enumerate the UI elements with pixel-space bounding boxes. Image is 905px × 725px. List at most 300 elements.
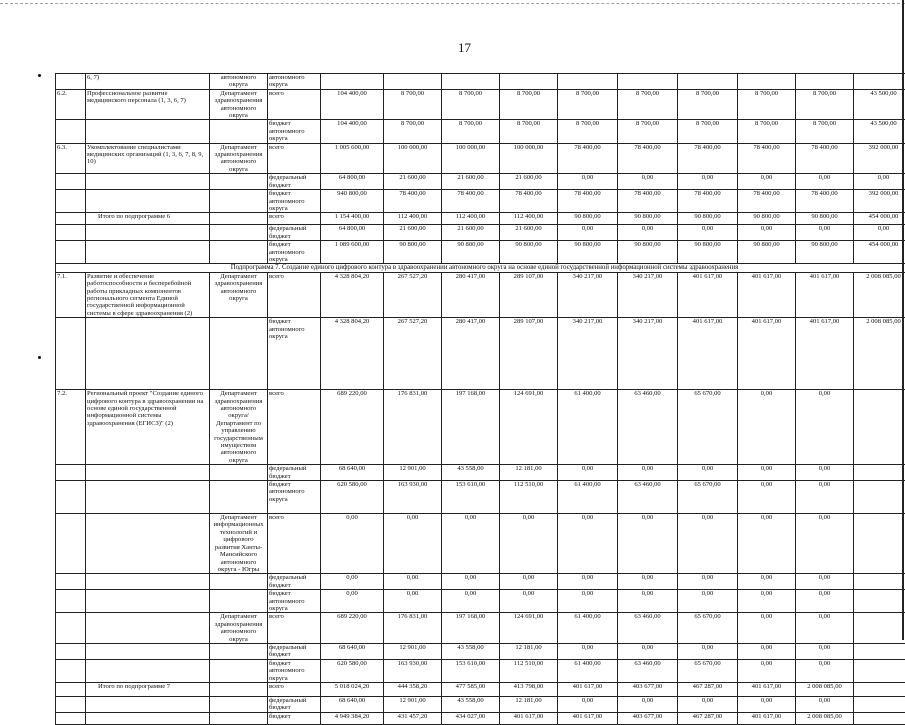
year-2026: 401 617,00 bbox=[796, 318, 854, 390]
year-2019: 12 901,00 bbox=[384, 465, 442, 481]
year-2023: 340 217,00 bbox=[618, 318, 678, 390]
years-2026-2030: 43 500,00 bbox=[854, 89, 905, 120]
year-2019: 163 930,00 bbox=[384, 659, 442, 682]
year-2020: 197 168,00 bbox=[442, 613, 500, 644]
year-2020: 100 000,00 bbox=[442, 143, 500, 174]
year-2021: 289 107,00 bbox=[500, 272, 558, 317]
total-cell: 104 400,00 bbox=[321, 89, 384, 120]
event-cell bbox=[86, 643, 210, 659]
year-2019: 100 000,00 bbox=[384, 143, 442, 174]
table-row bbox=[56, 89, 905, 120]
year-2026: 0,00 bbox=[796, 590, 854, 613]
year-2022: 78 400,00 bbox=[558, 190, 618, 213]
executor-cell bbox=[210, 120, 268, 143]
total-row bbox=[56, 697, 905, 713]
year-2022: 0,00 bbox=[558, 465, 618, 481]
year-2020: 197 168,00 bbox=[442, 390, 500, 465]
event-cell: Профессиональное развитие медицинского персонала (1, 3, 6, 7) bbox=[86, 89, 210, 120]
year-2022: 0,00 bbox=[558, 174, 618, 190]
event-cell: Итого по подпрограмме 7 bbox=[86, 683, 210, 697]
row-num bbox=[56, 712, 86, 724]
year-2022: 0,00 bbox=[558, 643, 618, 659]
total-cell: 4 328 804,20 bbox=[321, 318, 384, 390]
year-2023: 0,00 bbox=[618, 465, 678, 481]
year-2025: 0,00 bbox=[738, 465, 796, 481]
year-2022: 340 217,00 bbox=[558, 272, 618, 317]
year-2024: 65 670,00 bbox=[678, 481, 738, 514]
total-cell: 64 800,00 bbox=[321, 174, 384, 190]
executor-cell: автономного округа bbox=[210, 74, 268, 90]
year-2021: 289 107,00 bbox=[500, 318, 558, 390]
source-cell: бюджет автономного округа bbox=[268, 190, 321, 213]
total-cell: 4 328 804,20 bbox=[321, 272, 384, 317]
row-num: 7.1. bbox=[56, 272, 86, 317]
year-2022: 401 617,00 bbox=[558, 683, 618, 697]
year-2024: 90 800,00 bbox=[678, 241, 738, 264]
year-2021: 8 700,00 bbox=[500, 89, 558, 120]
year-2023: 8 700,00 bbox=[618, 120, 678, 143]
year-2019: 0,00 bbox=[384, 514, 442, 574]
year-2020: 434 027,00 bbox=[442, 712, 500, 724]
row-num bbox=[56, 318, 86, 390]
budget-table bbox=[55, 73, 905, 725]
event-cell: Итого по подпрограмме 6 bbox=[86, 213, 210, 225]
row-num bbox=[56, 241, 86, 264]
year-2019: 12 901,00 bbox=[384, 643, 442, 659]
event-cell bbox=[86, 481, 210, 514]
year-2023: 403 677,00 bbox=[618, 712, 678, 724]
year-2022: 61 400,00 bbox=[558, 390, 618, 465]
years-2026-2030 bbox=[854, 590, 905, 613]
year-2022: 90 800,00 bbox=[558, 241, 618, 264]
year-2025: 401 617,00 bbox=[738, 712, 796, 724]
year-2023: 0,00 bbox=[618, 697, 678, 713]
event-cell bbox=[86, 120, 210, 143]
year-2025: 0,00 bbox=[738, 481, 796, 514]
year-2023: 78 400,00 bbox=[618, 143, 678, 174]
row-num bbox=[56, 697, 86, 713]
table-row bbox=[56, 120, 905, 143]
executor-cell bbox=[210, 465, 268, 481]
total-row bbox=[56, 712, 905, 724]
year-2025: 0,00 bbox=[738, 659, 796, 682]
row-num bbox=[56, 574, 86, 590]
year-2025: 401 617,00 bbox=[738, 318, 796, 390]
year-2025: 8 700,00 bbox=[738, 120, 796, 143]
total-cell: 68 640,00 bbox=[321, 697, 384, 713]
total-cell: 940 800,00 bbox=[321, 190, 384, 213]
table-row bbox=[56, 613, 905, 644]
year-2022: 61 400,00 bbox=[558, 613, 618, 644]
year-2019: 8 700,00 bbox=[384, 89, 442, 120]
year-2020: 477 585,00 bbox=[442, 683, 500, 697]
year-2026: 8 700,00 bbox=[796, 89, 854, 120]
year-2020: 21 600,00 bbox=[442, 174, 500, 190]
year-2026: 78 400,00 bbox=[796, 143, 854, 174]
year-2021: 12 181,00 bbox=[500, 465, 558, 481]
total-row bbox=[56, 213, 905, 225]
year-2022: 340 217,00 bbox=[558, 318, 618, 390]
executor-cell bbox=[210, 225, 268, 241]
event-cell: Развитие и обеспечение работоспособности и бесперебойной работы прикладных компонентов регионального сегмента Единой государственной информационной системы в сфере здравоохранения (2) bbox=[86, 272, 210, 317]
year-2019: 163 930,00 bbox=[384, 481, 442, 514]
scan-artifact-line bbox=[0, 3, 905, 4]
year-2021: 0,00 bbox=[500, 574, 558, 590]
year-2025: 0,00 bbox=[738, 613, 796, 644]
row-num bbox=[56, 683, 86, 697]
year-2019: 8 700,00 bbox=[384, 120, 442, 143]
executor-cell bbox=[210, 318, 268, 390]
year-2020: 90 800,00 bbox=[442, 241, 500, 264]
year-2026: 0,00 bbox=[796, 390, 854, 465]
year-2022: 0,00 bbox=[558, 697, 618, 713]
year-2024: 467 287,00 bbox=[678, 712, 738, 724]
year-2023: 78 400,00 bbox=[618, 190, 678, 213]
year-2023: 0,00 bbox=[618, 514, 678, 574]
table-row bbox=[56, 465, 905, 481]
year-2019: 176 831,00 bbox=[384, 613, 442, 644]
year-2023: 403 677,00 bbox=[618, 683, 678, 697]
executor-cell bbox=[210, 697, 268, 713]
row-num bbox=[56, 190, 86, 213]
years-2026-2030: 0,00 bbox=[854, 174, 905, 190]
year-2025: 0,00 bbox=[738, 697, 796, 713]
table-row bbox=[56, 190, 905, 213]
total-cell: 5 018 024,20 bbox=[321, 683, 384, 697]
year-2019: 431 457,20 bbox=[384, 712, 442, 724]
total-cell: 689 220,00 bbox=[321, 613, 384, 644]
source-cell: автономного округа bbox=[268, 74, 321, 90]
total-row bbox=[56, 683, 905, 697]
table-row bbox=[56, 390, 905, 465]
years-2026-2030 bbox=[854, 465, 905, 481]
year-2026: 0,00 bbox=[796, 481, 854, 514]
row-num bbox=[56, 613, 86, 644]
event-cell: Укомплектование специалистами медицинских организаций (1, 3, 6, 7, 8, 9, 10) bbox=[86, 143, 210, 174]
year-2020: 8 700,00 bbox=[442, 120, 500, 143]
year-2025: 90 800,00 bbox=[738, 241, 796, 264]
subprogram-heading-row bbox=[56, 264, 905, 272]
year-2024: 0,00 bbox=[678, 225, 738, 241]
year-2026: 90 800,00 bbox=[796, 213, 854, 225]
years-2026-2030: 392 000,00 bbox=[854, 190, 905, 213]
year-2022: 8 700,00 bbox=[558, 89, 618, 120]
year-2024: 65 670,00 bbox=[678, 613, 738, 644]
total-cell: 620 580,00 bbox=[321, 481, 384, 514]
year-2025: 8 700,00 bbox=[738, 89, 796, 120]
row-num bbox=[56, 120, 86, 143]
year-2023: 63 460,00 bbox=[618, 659, 678, 682]
year-2023: 0,00 bbox=[618, 174, 678, 190]
executor-cell bbox=[210, 590, 268, 613]
year-2019: 176 831,00 bbox=[384, 390, 442, 465]
years-2026-2030 bbox=[854, 481, 905, 514]
source-cell: бюджет автономного округа bbox=[268, 318, 321, 390]
table-row bbox=[56, 143, 905, 174]
source-cell: бюджет bbox=[268, 712, 321, 724]
table-row bbox=[56, 74, 905, 90]
year-2021: 112 400,00 bbox=[500, 213, 558, 225]
executor-cell bbox=[210, 190, 268, 213]
table-row bbox=[56, 643, 905, 659]
year-2020: 0,00 bbox=[442, 590, 500, 613]
year-2022: 78 400,00 bbox=[558, 143, 618, 174]
total-cell: 104 400,00 bbox=[321, 120, 384, 143]
year-2020: 112 400,00 bbox=[442, 213, 500, 225]
row-num: 6.3. bbox=[56, 143, 86, 174]
source-cell: всего bbox=[268, 272, 321, 317]
executor-cell bbox=[210, 643, 268, 659]
year-2021: 12 181,00 bbox=[500, 697, 558, 713]
table-row bbox=[56, 174, 905, 190]
row-num bbox=[56, 174, 86, 190]
event-cell bbox=[86, 174, 210, 190]
year-2023: 340 217,00 bbox=[618, 272, 678, 317]
year-2025: 0,00 bbox=[738, 643, 796, 659]
year-2019: 12 901,00 bbox=[384, 697, 442, 713]
year-2020: 153 610,00 bbox=[442, 481, 500, 514]
event-cell bbox=[86, 712, 210, 724]
source-cell: бюджет автономного округа bbox=[268, 590, 321, 613]
year-2026: 0,00 bbox=[796, 697, 854, 713]
year-2019: 444 358,20 bbox=[384, 683, 442, 697]
year-2025: 0,00 bbox=[738, 574, 796, 590]
years-2026-2030 bbox=[854, 683, 905, 697]
year-2019: 78 400,00 bbox=[384, 190, 442, 213]
year-2023 bbox=[618, 74, 678, 90]
year-2021: 112 510,00 bbox=[500, 659, 558, 682]
year-2026: 0,00 bbox=[796, 225, 854, 241]
year-2024: 8 700,00 bbox=[678, 89, 738, 120]
row-num bbox=[56, 74, 86, 90]
event-cell bbox=[86, 318, 210, 390]
source-cell: федеральный бюджет bbox=[268, 574, 321, 590]
page-number: 17 bbox=[458, 40, 471, 56]
year-2021: 0,00 bbox=[500, 590, 558, 613]
event-cell bbox=[86, 697, 210, 713]
year-2026: 2 008 085,00 bbox=[796, 683, 854, 697]
year-2022: 61 400,00 bbox=[558, 481, 618, 514]
year-2024: 401 617,00 bbox=[678, 272, 738, 317]
year-2019: 0,00 bbox=[384, 590, 442, 613]
executor-cell bbox=[210, 574, 268, 590]
total-cell: 1 089 600,00 bbox=[321, 241, 384, 264]
row-num: 7.2. bbox=[56, 390, 86, 465]
years-2026-2030 bbox=[854, 514, 905, 574]
total-cell: 1 005 600,00 bbox=[321, 143, 384, 174]
total-cell: 64 800,00 bbox=[321, 225, 384, 241]
executor-cell: Департамент здравоохранения автономного округа/Департамент по управлению государственным имуществом автономного округа bbox=[210, 390, 268, 465]
year-2026 bbox=[796, 74, 854, 90]
source-cell: федеральный бюджет bbox=[268, 697, 321, 713]
years-2026-2030 bbox=[854, 712, 905, 724]
year-2024: 0,00 bbox=[678, 514, 738, 574]
year-2021 bbox=[500, 74, 558, 90]
year-2023: 8 700,00 bbox=[618, 89, 678, 120]
year-2022: 61 400,00 bbox=[558, 659, 618, 682]
year-2019: 267 527,20 bbox=[384, 318, 442, 390]
year-2022: 401 617,00 bbox=[558, 712, 618, 724]
year-2025: 0,00 bbox=[738, 174, 796, 190]
year-2026: 0,00 bbox=[796, 465, 854, 481]
year-2021: 78 400,00 bbox=[500, 190, 558, 213]
year-2025: 0,00 bbox=[738, 225, 796, 241]
row-num bbox=[56, 213, 86, 225]
total-cell: 4 949 384,20 bbox=[321, 712, 384, 724]
source-cell: всего bbox=[268, 213, 321, 225]
event-cell: Региональный проект "Создание единого цифрового контура в здравоохранении на основе единой государственной информационной системы здравоохранения (ЕГИСЗ)" (2) bbox=[86, 390, 210, 465]
event-cell bbox=[86, 225, 210, 241]
executor-cell bbox=[210, 712, 268, 724]
source-cell: всего bbox=[268, 390, 321, 465]
year-2021: 0,00 bbox=[500, 514, 558, 574]
year-2022: 0,00 bbox=[558, 590, 618, 613]
subprogram-title: Подпрограмма 7. Создание единого цифрового контура в здравоохранении автономного округа на основе единой государственной информационной системы здравоохранения bbox=[56, 264, 905, 272]
years-2026-2030: 392 000,00 bbox=[854, 143, 905, 174]
source-cell: федеральный бюджет bbox=[268, 174, 321, 190]
year-2026: 0,00 bbox=[796, 174, 854, 190]
event-cell bbox=[86, 190, 210, 213]
year-2026: 0,00 bbox=[796, 643, 854, 659]
year-2026: 0,00 bbox=[796, 574, 854, 590]
total-cell: 68 640,00 bbox=[321, 643, 384, 659]
year-2022: 8 700,00 bbox=[558, 120, 618, 143]
year-2024: 467 287,00 bbox=[678, 683, 738, 697]
executor-cell: Департамент здравоохранения автономного округа bbox=[210, 143, 268, 174]
table-row bbox=[56, 481, 905, 514]
year-2023: 0,00 bbox=[618, 643, 678, 659]
year-2022: 0,00 bbox=[558, 514, 618, 574]
year-2021: 413 798,00 bbox=[500, 683, 558, 697]
year-2024: 401 617,00 bbox=[678, 318, 738, 390]
event-cell bbox=[86, 574, 210, 590]
year-2024: 8 700,00 bbox=[678, 120, 738, 143]
source-cell: всего bbox=[268, 613, 321, 644]
year-2026: 78 400,00 bbox=[796, 190, 854, 213]
year-2020: 8 700,00 bbox=[442, 89, 500, 120]
table-row bbox=[56, 590, 905, 613]
year-2026: 401 617,00 bbox=[796, 272, 854, 317]
margin-dot bbox=[38, 356, 41, 359]
years-2026-2030 bbox=[854, 613, 905, 644]
years-2026-2030: 2 008 085,00 bbox=[854, 318, 905, 390]
year-2020: 0,00 bbox=[442, 514, 500, 574]
executor-cell: Департамент здравоохранения автономного округа bbox=[210, 613, 268, 644]
years-2026-2030 bbox=[854, 659, 905, 682]
row-num: 6.2. bbox=[56, 89, 86, 120]
year-2021: 21 600,00 bbox=[500, 174, 558, 190]
year-2025: 78 400,00 bbox=[738, 190, 796, 213]
year-2023: 90 800,00 bbox=[618, 241, 678, 264]
year-2020: 43 558,00 bbox=[442, 465, 500, 481]
source-cell: всего bbox=[268, 143, 321, 174]
total-cell: 689 220,00 bbox=[321, 390, 384, 465]
year-2026: 8 700,00 bbox=[796, 120, 854, 143]
year-2024 bbox=[678, 74, 738, 90]
year-2024: 90 800,00 bbox=[678, 213, 738, 225]
year-2024: 0,00 bbox=[678, 574, 738, 590]
years-2026-2030 bbox=[854, 74, 905, 90]
year-2023: 0,00 bbox=[618, 574, 678, 590]
year-2020: 21 600,00 bbox=[442, 225, 500, 241]
row-num bbox=[56, 465, 86, 481]
year-2026: 0,00 bbox=[796, 659, 854, 682]
total-cell bbox=[321, 74, 384, 90]
total-cell: 0,00 bbox=[321, 590, 384, 613]
year-2026: 2 008 085,00 bbox=[796, 712, 854, 724]
year-2020: 78 400,00 bbox=[442, 190, 500, 213]
executor-cell: Департамент здравоохранения автономного округа bbox=[210, 272, 268, 317]
source-cell: бюджет автономного округа bbox=[268, 241, 321, 264]
year-2021: 12 181,00 bbox=[500, 643, 558, 659]
year-2023: 0,00 bbox=[618, 225, 678, 241]
row-num bbox=[56, 225, 86, 241]
year-2024: 0,00 bbox=[678, 590, 738, 613]
year-2021: 112 510,00 bbox=[500, 481, 558, 514]
executor-cell: Департамент здравоохранения автономного округа bbox=[210, 89, 268, 120]
year-2025: 0,00 bbox=[738, 590, 796, 613]
year-2020: 43 558,00 bbox=[442, 643, 500, 659]
years-2026-2030: 454 000,00 bbox=[854, 241, 905, 264]
year-2020 bbox=[442, 74, 500, 90]
executor-cell bbox=[210, 213, 268, 225]
years-2026-2030 bbox=[854, 697, 905, 713]
years-2026-2030 bbox=[854, 643, 905, 659]
source-cell: бюджет автономного округа bbox=[268, 659, 321, 682]
total-row bbox=[56, 225, 905, 241]
year-2019: 21 600,00 bbox=[384, 225, 442, 241]
event-cell bbox=[86, 590, 210, 613]
row-num bbox=[56, 514, 86, 574]
executor-cell bbox=[210, 174, 268, 190]
year-2026: 90 800,00 bbox=[796, 241, 854, 264]
table-row bbox=[56, 318, 905, 390]
year-2023: 63 460,00 bbox=[618, 390, 678, 465]
row-num bbox=[56, 481, 86, 514]
event-cell bbox=[86, 514, 210, 574]
table-row bbox=[56, 659, 905, 682]
year-2024: 0,00 bbox=[678, 697, 738, 713]
years-2026-2030: 2 008 085,00 bbox=[854, 272, 905, 317]
year-2025: 401 617,00 bbox=[738, 272, 796, 317]
row-num bbox=[56, 659, 86, 682]
year-2022 bbox=[558, 74, 618, 90]
year-2020: 280 417,00 bbox=[442, 272, 500, 317]
year-2025: 401 617,00 bbox=[738, 683, 796, 697]
source-cell: бюджет автономного округа bbox=[268, 120, 321, 143]
total-cell: 0,00 bbox=[321, 574, 384, 590]
source-cell: бюджет автономного округа bbox=[268, 481, 321, 514]
executor-cell bbox=[210, 683, 268, 697]
years-2026-2030: 43 500,00 bbox=[854, 120, 905, 143]
table-row bbox=[56, 574, 905, 590]
year-2024: 78 400,00 bbox=[678, 190, 738, 213]
executor-cell bbox=[210, 481, 268, 514]
year-2020: 0,00 bbox=[442, 574, 500, 590]
year-2021: 21 600,00 bbox=[500, 225, 558, 241]
year-2021: 124 691,00 bbox=[500, 390, 558, 465]
row-num bbox=[56, 643, 86, 659]
year-2025: 90 800,00 bbox=[738, 213, 796, 225]
year-2026: 0,00 bbox=[796, 613, 854, 644]
margin-dot bbox=[38, 74, 41, 77]
year-2025: 0,00 bbox=[738, 514, 796, 574]
year-2021: 401 617,00 bbox=[500, 712, 558, 724]
year-2024: 65 670,00 bbox=[678, 390, 738, 465]
year-2021: 90 800,00 bbox=[500, 241, 558, 264]
source-cell: всего bbox=[268, 683, 321, 697]
event-cell bbox=[86, 613, 210, 644]
